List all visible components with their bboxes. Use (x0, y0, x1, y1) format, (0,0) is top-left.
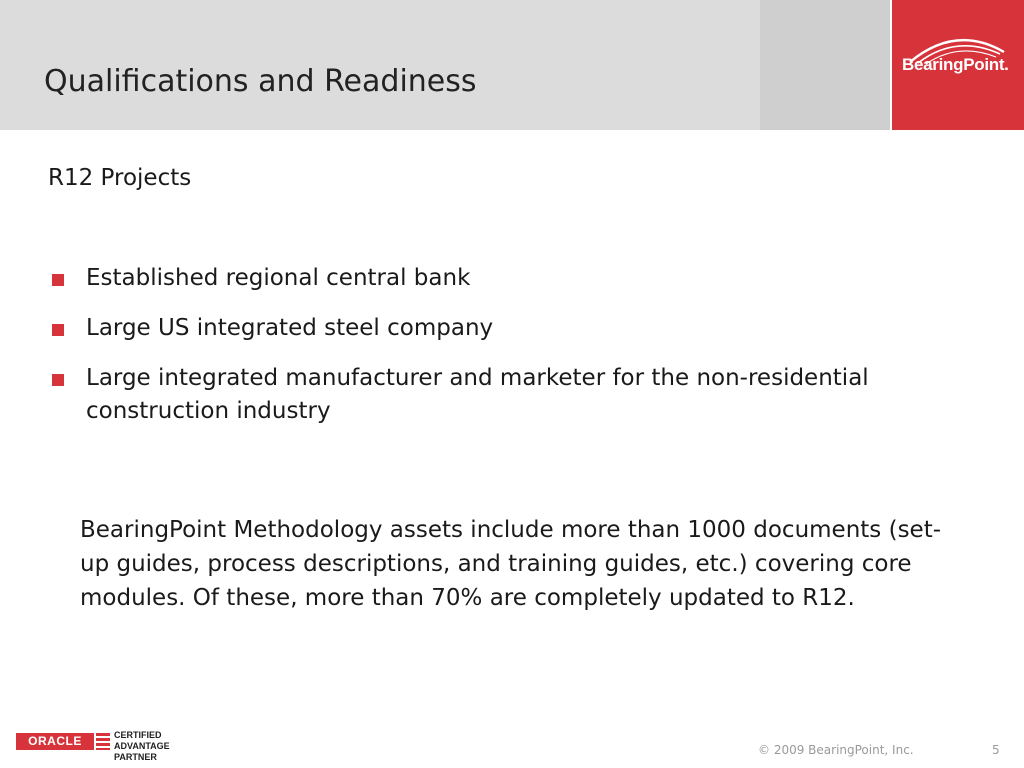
bullet-list (48, 262, 948, 445)
page-title: Qualifications and Readiness (44, 64, 477, 99)
list-item (48, 262, 948, 295)
oracle-partner-badge (16, 730, 212, 762)
bullet-text: Large US integrated steel company (86, 315, 494, 341)
list-item (48, 312, 948, 345)
bullet-text: Large integrated manufacturer and marketer for the non-residential construction industry (86, 365, 869, 424)
page-number: 5 (992, 743, 1000, 757)
logo-text: BearingPoint. (902, 55, 1009, 74)
bullet-square-icon (52, 274, 64, 286)
footer-copyright: © 2009 BearingPoint, Inc. (758, 743, 914, 757)
oracle-caption (114, 730, 212, 763)
oracle-stripe-icon (96, 733, 110, 750)
header-band-accent (760, 0, 890, 130)
oracle-logo: ORACLE (16, 733, 94, 750)
methodology-paragraph: BearingPoint Methodology assets include more than 1000 documents (set-up guides, process descriptions, and training guides, etc.) covering core modules. Of these, more than 70% are completely updated to R12. (80, 517, 942, 611)
oracle-caption-line2: PARTNER (114, 752, 157, 762)
oracle-caption-line1: CERTIFIED ADVANTAGE (114, 730, 170, 751)
bullet-text: Established regional central bank (86, 265, 471, 291)
bullet-square-icon (52, 324, 64, 336)
bullet-square-icon (52, 374, 64, 386)
section-subtitle: R12 Projects (48, 165, 192, 191)
list-item (48, 362, 948, 428)
